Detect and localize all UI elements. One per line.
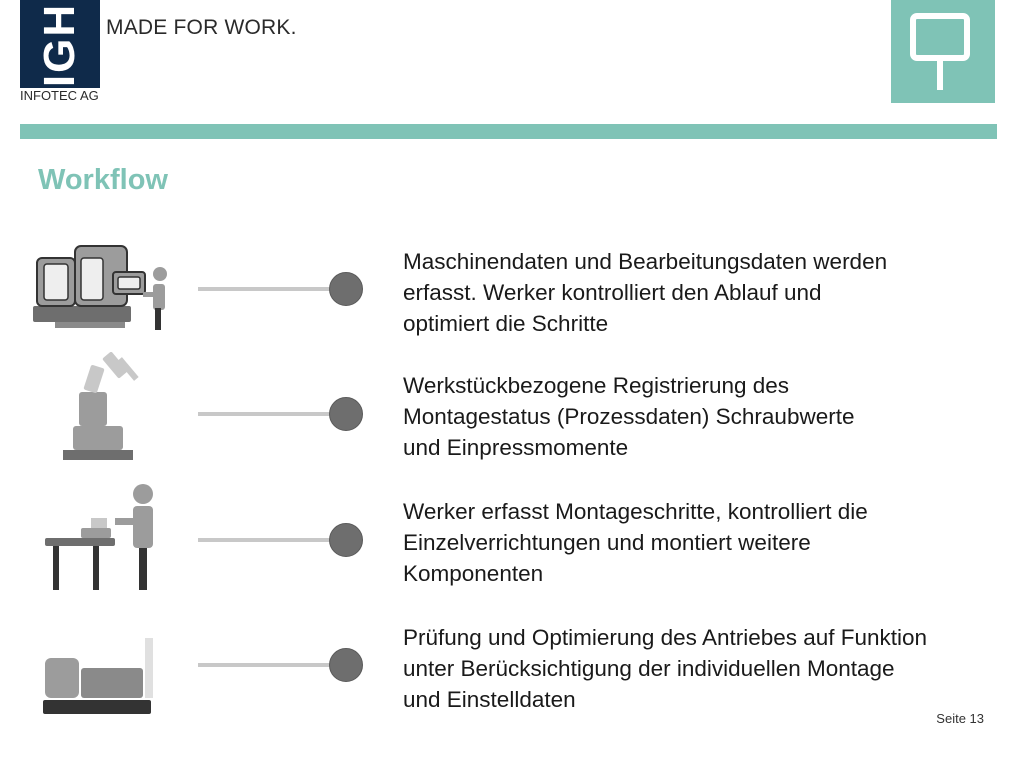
- tagline: MADE FOR WORK.: [106, 16, 297, 39]
- step-marker: [329, 648, 363, 682]
- connector-line: [198, 538, 333, 542]
- company-logo: [20, 0, 100, 88]
- step-text-line: Werker erfasst Montageschritte, kontrolliert die: [403, 499, 868, 524]
- step-text-line: Einzelverrichtungen und montiert weitere: [403, 530, 811, 555]
- signpost-icon: [891, 0, 995, 103]
- step-description: [403, 622, 1013, 715]
- step-description: [403, 370, 1013, 463]
- company-name: INFOTEC AG: [20, 88, 99, 103]
- step-text-line: Maschinendaten und Bearbeitungsdaten werden: [403, 249, 888, 274]
- test-bench-icon: [25, 612, 175, 722]
- page-title: Workflow: [38, 164, 168, 196]
- step-text-line: erfasst. Werker kontrolliert den Ablauf und: [403, 280, 822, 305]
- step-text-line: Montagestatus (Prozessdaten) Schraubwerte: [403, 404, 855, 429]
- step-text-line: Komponenten: [403, 561, 544, 586]
- header-bar: [20, 124, 997, 139]
- page-number: Seite 13: [936, 711, 984, 726]
- corner-badge: [891, 0, 995, 103]
- connector-line: [198, 287, 333, 291]
- machine-worker-icon: [25, 240, 175, 350]
- workflow-step: [0, 352, 1024, 472]
- workflow-step: [0, 612, 1024, 732]
- step-marker: [329, 272, 363, 306]
- workflow-step: [0, 240, 1024, 360]
- step-text-line: Werkstückbezogene Registrierung des: [403, 373, 790, 398]
- assembly-worker-icon: [25, 480, 175, 590]
- workflow-step: [0, 480, 1024, 600]
- step-text-line: optimiert die Schritte: [403, 311, 609, 336]
- connector-line: [198, 663, 333, 667]
- step-description: [403, 496, 1013, 589]
- step-description: [403, 246, 1013, 339]
- step-text-line: unter Berücksichtigung der individuellen Montage: [403, 656, 895, 681]
- logo-text: IGH: [35, 2, 85, 88]
- step-marker: [329, 523, 363, 557]
- connector-line: [198, 412, 333, 416]
- step-text-line: Prüfung und Optimierung des Antriebes auf Funktion: [403, 625, 928, 650]
- step-text-line: und Einpressmomente: [403, 435, 629, 460]
- step-text-line: und Einstelldaten: [403, 687, 576, 712]
- robot-arm-icon: [25, 352, 175, 462]
- step-marker: [329, 397, 363, 431]
